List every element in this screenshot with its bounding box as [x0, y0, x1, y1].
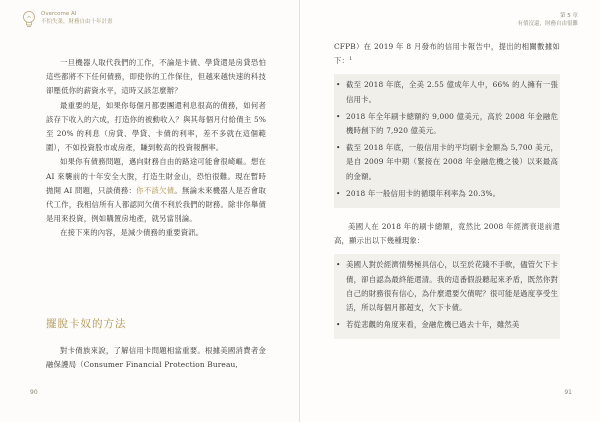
highlight-text: 你不該欠債 [136, 185, 175, 195]
paragraph-text: 如果你有債務問題，邁向財務自由的路途可能會很崎嶇。想在 AI 來襲前的十年安全大脫，打造生財金山，恐怕很難。現在暫時拋開 AI 問題，只談債務： [46, 157, 266, 195]
running-header-right [517, 12, 578, 28]
list-item: • 截至 2018 年底，全美 2.55 億成年人中，66% 的人擁有一張信用卡。 [336, 80, 558, 104]
intro-text: CFPB）在 2019 年 8 月發布的信用卡報告中，提出的相關數據如下： [334, 42, 560, 66]
brand-name: Overcome AI [41, 11, 77, 17]
stats-box [334, 74, 560, 208]
list-item: • 2018 年一般信用卡的循環年利率為 20.3%。 [336, 188, 501, 198]
list-item: • 若從悲觀的角度來看，金融危機已過去十年，雖然美 [336, 320, 520, 330]
paragraph: 一旦機器人取代我們的工作，不論是卡債、學貸還是房貸恐怕這些都將不下任何債務，即使你的工作保住，但越來越快速的科技卻壓低你的薪資水平，這時又該怎麼辦？ [46, 58, 266, 96]
footnote-mark: 1 [349, 56, 353, 63]
running-header-left [22, 10, 113, 30]
paragraph: 對卡債族來說，了解信用卡問題相當重要。根據美國消費者金融保護局（Consumer Financial Protection Bureau, [46, 346, 266, 370]
list-item: • 2018 年全年刷卡總額約 9,000 億美元，高於 2008 年金融危機時創下的 7,920 億美元。 [336, 111, 558, 136]
paragraph-text: 。無論未來機器人是否會取代工作，我相信所有人都認同欠債不利於我們的財務。除非你舉債是用來投資，例如購置房地產，就另當別論。 [46, 185, 266, 224]
list-item-text: 2018 年全年刷卡總額約 9,000 億美元，高於 2008 年金融危機時創下的 7,920 億美元。 [346, 111, 558, 136]
page-number: 90 [30, 389, 38, 396]
list-item-text: 美國人對於經濟情勢極具信心，以至於花錢不手軟，儘管欠下卡債，卻自認為最終能還清。我的這番假設聽起來矛盾，既然你對自己的財務很有信心，為什麼還要欠債呢？很可能是過度享受生活，所以每個月都超支，欠下卡債。 [346, 260, 558, 313]
chapter-title: 有債沒還，財務自由很難 [517, 21, 578, 27]
paragraph: 最重要的是，如果你每個月都要團還利息很高的債務，如何者該存下收入的六成，打造你的被動收入？與其每個月付給債主 5% 至 20% 的利息（房貸、學貸、卡債的利率，差不多就在這個範圍），不如投資股市或房產，賺到較高的投資報酬率。 [46, 100, 266, 153]
paragraph: 美國人在 2018 年的刷卡總額，竟然比 2008 年經濟衰退前還高，顯示出以下幾種現象： [334, 222, 560, 246]
page-number: 91 [564, 389, 572, 396]
list-item-text: 2018 年一般信用卡的循環年利率為 20.3%。 [346, 188, 501, 198]
section-body [46, 344, 266, 372]
chapter-label: 第 5 章 [560, 13, 578, 19]
section-title: 擺脫卡奴的方法 [46, 318, 127, 330]
list-item: • 美國人對於經濟情勢極具信心，以至於花錢不手軟，儘管欠下卡債，卻自認為最終能還清。我的這番假設聽起來矛盾，既然你對自己的財務很有信心，為什麼還要欠債呢？很可能是過度享受生活，所以每個月都超支，欠下卡債。 [336, 260, 558, 313]
intro-paragraph [334, 40, 560, 68]
list-item-text: 截至 2018 年底，全美 2.55 億成年人中，66% 的人擁有一張信用卡。 [346, 80, 558, 104]
lightbulb-logo-icon [22, 10, 36, 30]
paragraph [46, 155, 266, 226]
list-item: • 截至 2018 年底，一般信用卡的平均刷卡金額為 5,700 美元，是自 2009 年中期（緊接在 2008 年金融危機之後）以來最高的金額。 [336, 143, 558, 181]
list-item-text: 若從悲觀的角度來看，金融危機已過去十年，雖然美 [346, 320, 520, 330]
phenomena-box [334, 254, 560, 339]
list-item-text: 截至 2018 年底，一般信用卡的平均刷卡金額為 5,700 美元，是自 2009 年中期（緊接在 2008 年金融危機之後）以來最高的金額。 [346, 143, 558, 181]
book-title: 不怕失業，財務自由十年計畫 [41, 19, 113, 25]
right-page [300, 0, 600, 422]
paragraph: 在接下來的內容，是減少債務的重要資訊。 [60, 228, 204, 238]
right-body [334, 40, 560, 339]
left-body [46, 56, 266, 241]
